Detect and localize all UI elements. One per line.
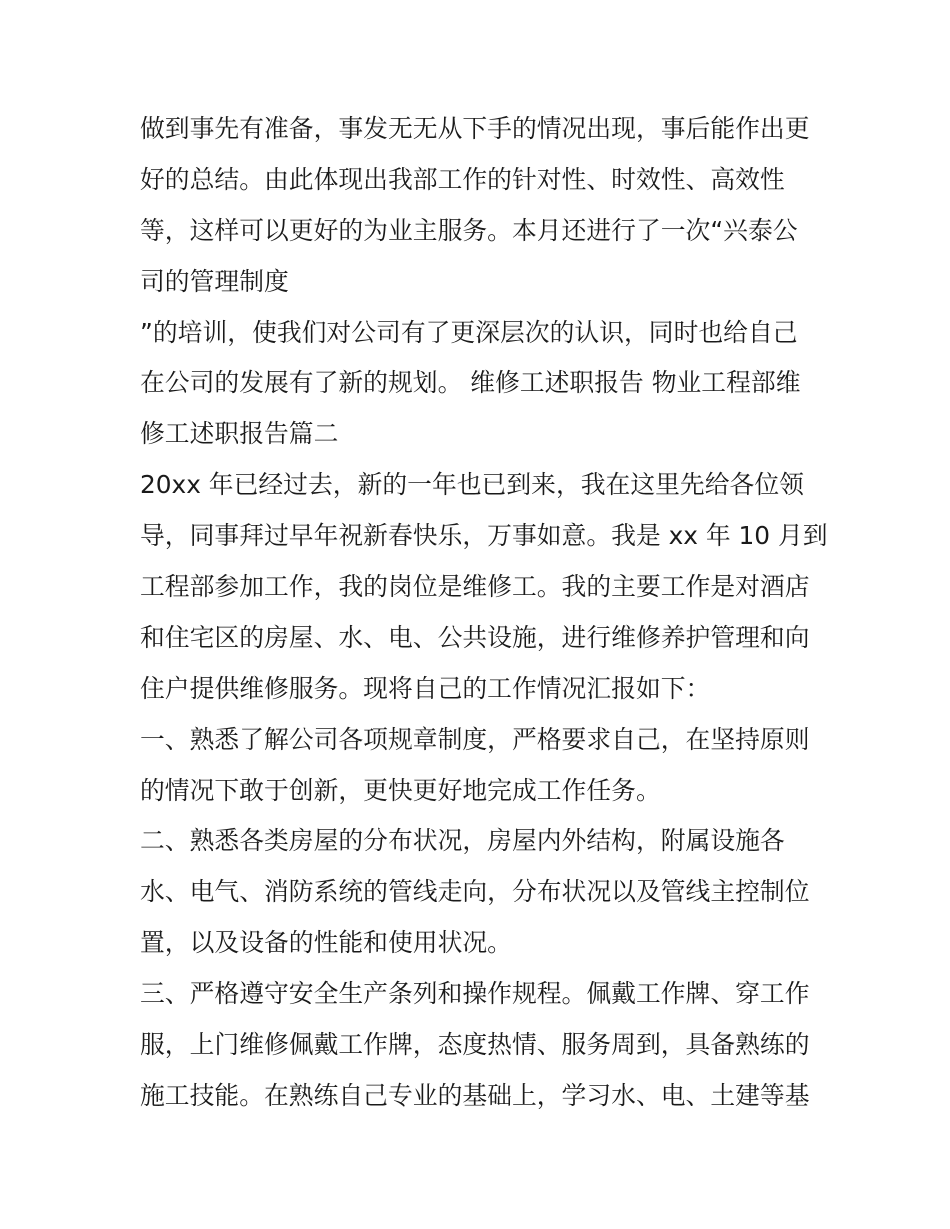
- text-line: 导，同事拜过早年祝新春快乐，万事如意。我是 xx 年 10 月到: [140, 521, 828, 551]
- list-item-line: 二、熟悉各类房屋的分布状况，房屋内外结构，附属设施各: [140, 826, 785, 856]
- text-line: 在公司的发展有了新的规划。 维修工述职报告 物业工程部维: [140, 368, 801, 398]
- text-line: 20xx 年已经过去，新的一年也已到来，我在这里先给各位领: [140, 470, 804, 500]
- text-line: ”的培训，使我们对公司有了更深层次的认识，同时也给自己: [140, 317, 798, 347]
- text-line: 好的总结。由此体现出我部工作的针对性、时效性、高效性: [140, 164, 785, 194]
- text-line: 做到事先有准备，事发无无从下手的情况出现，事后能作出更: [140, 114, 810, 143]
- text-line: 置，以及设备的性能和使用状况。: [140, 928, 512, 958]
- document-body: [140, 104, 840, 1122]
- text-line: 等，这样可以更好的为业主服务。本月还进行了一次“兴泰公: [140, 215, 798, 245]
- text-line: 工程部参加工作，我的岗位是维修工。我的主要工作是对酒店: [140, 572, 810, 602]
- text-line: 服，上门维修佩戴工作牌，态度热情、服务周到，具备熟练的: [140, 1030, 810, 1060]
- list-item-line: 一、熟悉了解公司各项规章制度，严格要求自己，在坚持原则: [140, 724, 810, 754]
- text-line: 施工技能。在熟练自己专业的基础上，学习水、电、土建等基: [140, 1080, 810, 1110]
- text-line: 住户提供维修服务。现将自己的工作情况汇报如下：: [140, 673, 711, 703]
- text-line: 和住宅区的房屋、水、电、公共设施，进行维修养护管理和向: [140, 622, 810, 652]
- text-line: 的情况下敢于创新，更快更好地完成工作任务。: [140, 775, 661, 805]
- text-line: 司的管理制度: [140, 266, 289, 296]
- section-heading-line: 修工述职报告篇二: [140, 419, 339, 449]
- list-item-line: 三、严格遵守安全生产条列和操作规程。佩戴工作牌、穿工作: [140, 979, 810, 1009]
- text-line: 水、电气、消防系统的管线走向，分布状况以及管线主控制位: [140, 877, 810, 907]
